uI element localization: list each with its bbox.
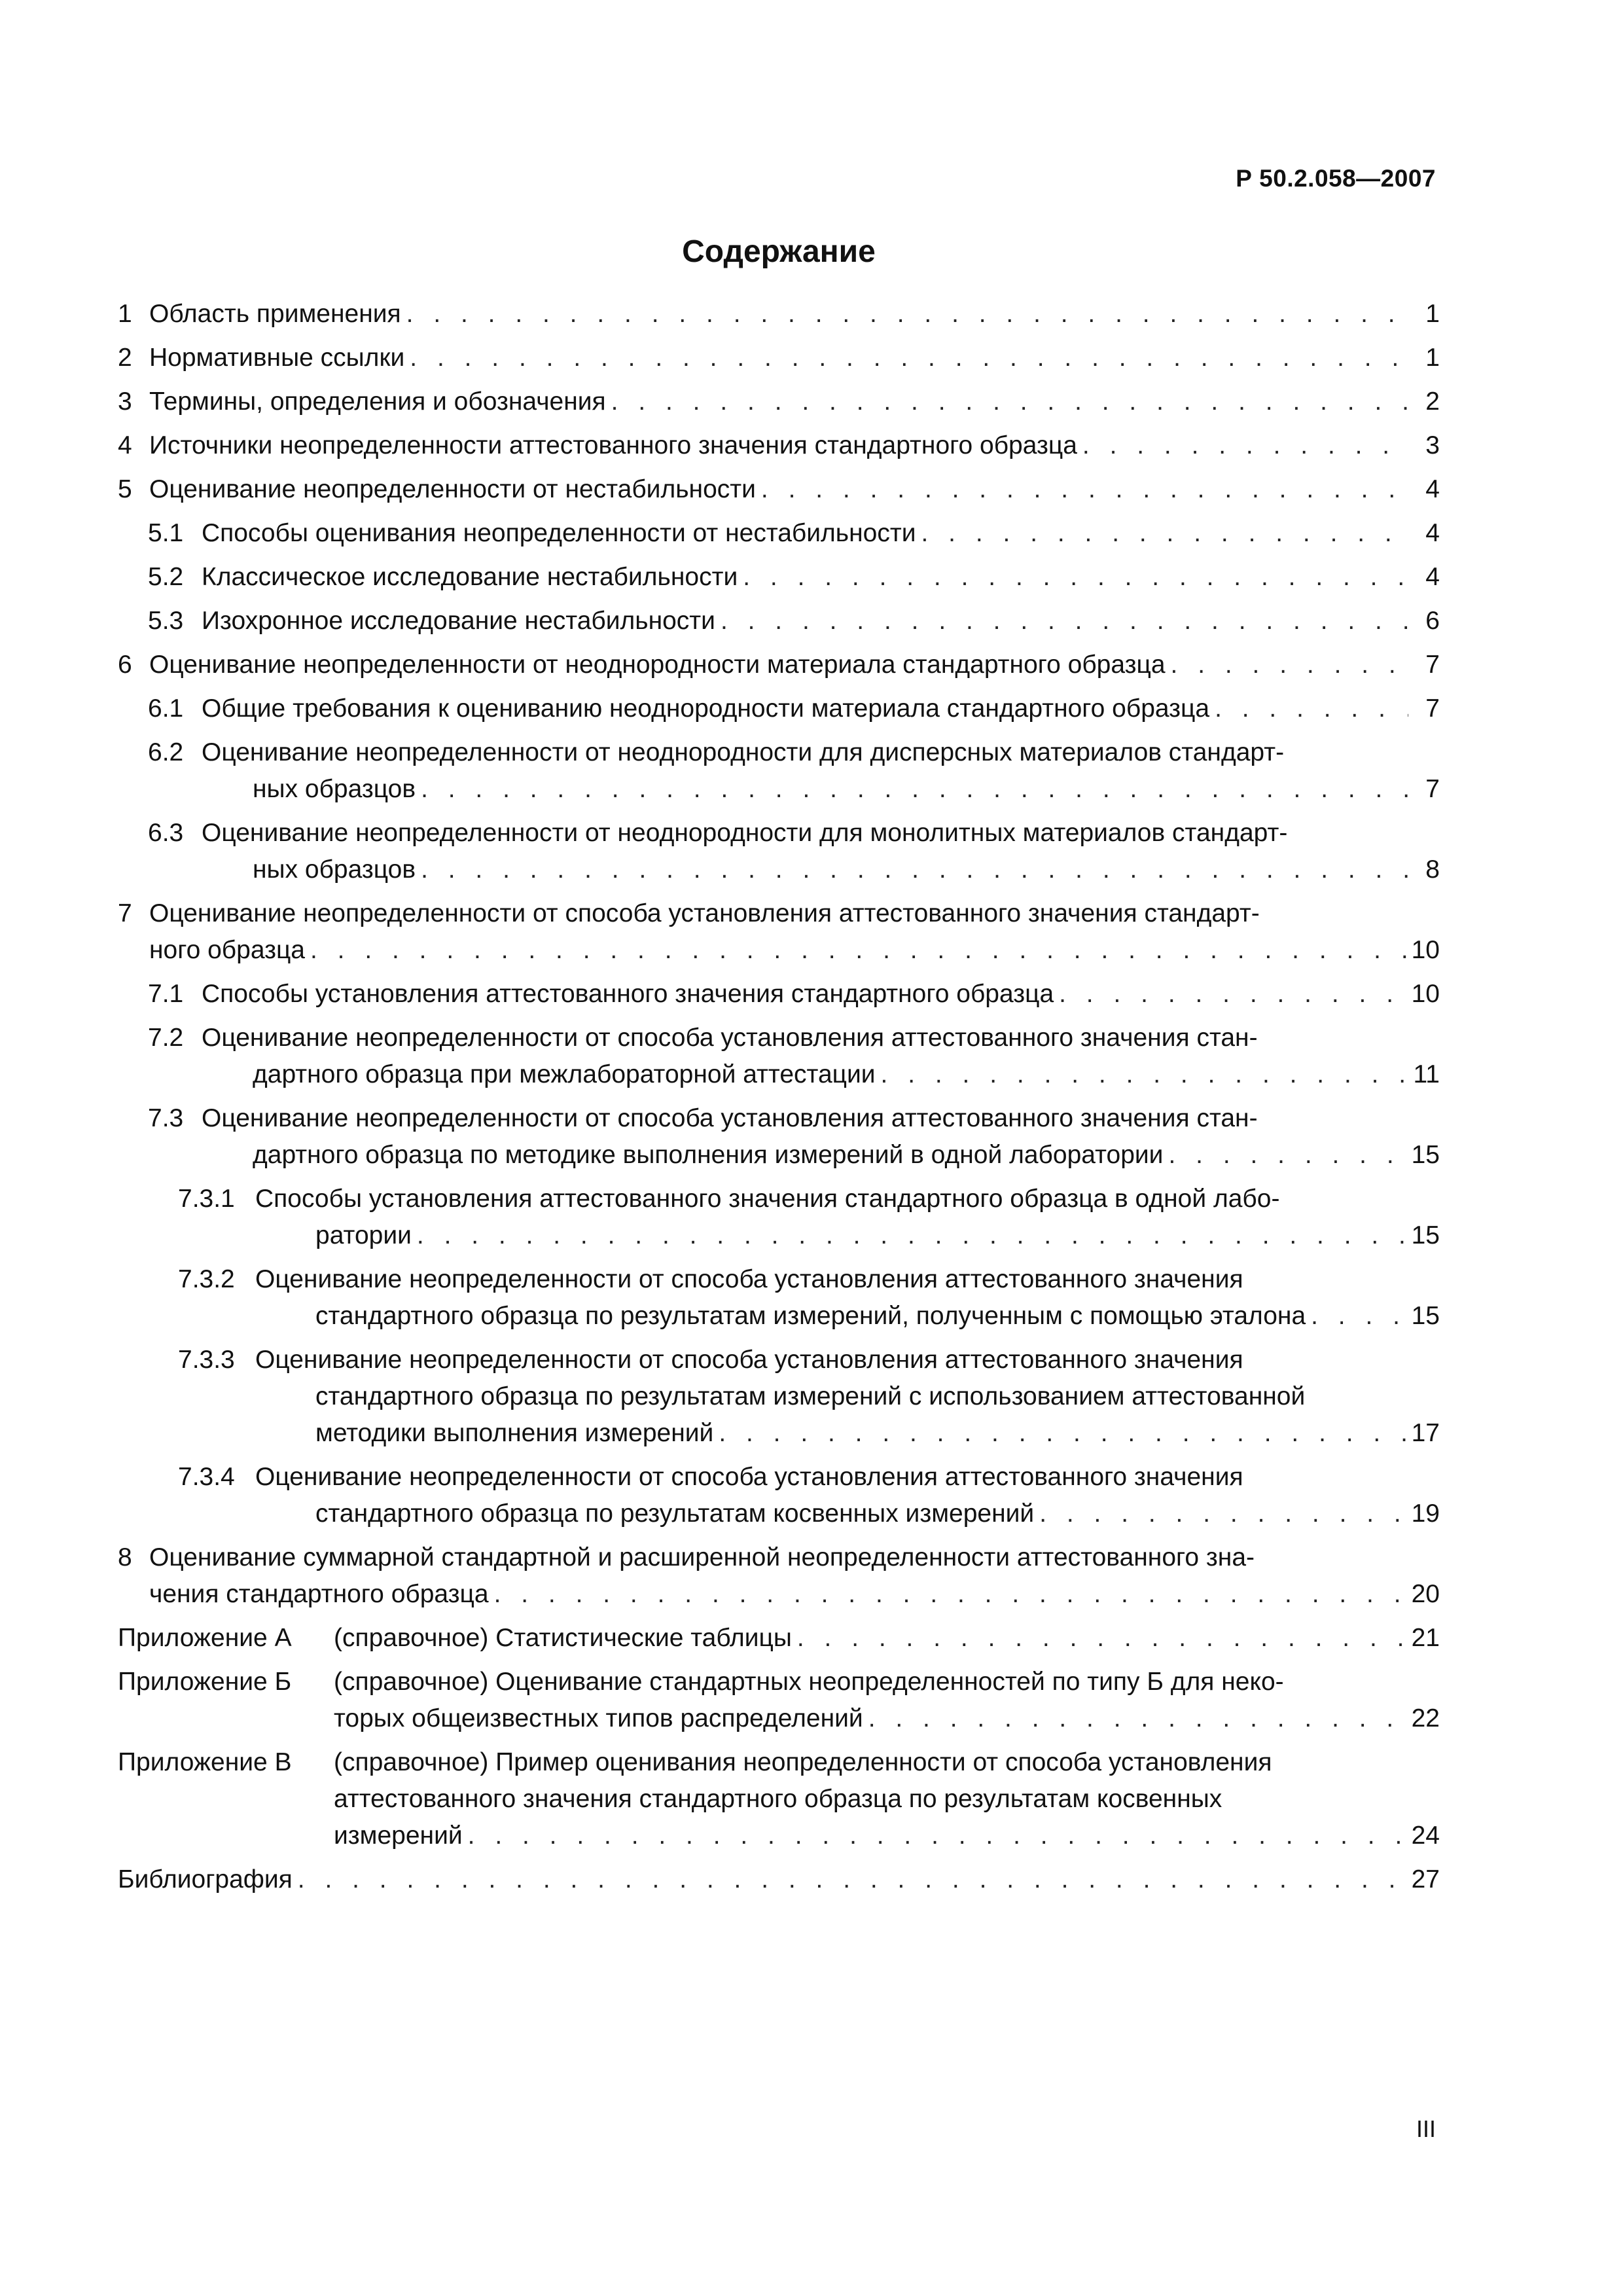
- toc-entry-number: 7.2: [148, 1024, 184, 1052]
- dot-leader: [410, 340, 1408, 376]
- dot-leader: [1168, 1137, 1406, 1174]
- toc-entry-number: 4: [118, 431, 132, 459]
- toc-entry[interactable]: [118, 815, 1440, 888]
- toc-entry-number: 5.1: [148, 519, 184, 547]
- toc-entry-page: 15: [1411, 1221, 1440, 1249]
- toc-entry-text: аттестованного значения стандартного образца по результатам косвенных: [334, 1785, 1222, 1813]
- dot-leader: [468, 1818, 1406, 1854]
- toc-entry-text: (справочное) Статистические таблицы: [334, 1624, 792, 1652]
- toc-entry-page: 10: [1411, 936, 1440, 964]
- dot-leader: [298, 1861, 1406, 1898]
- toc-entry[interactable]: [118, 427, 1440, 464]
- toc-entry-number: 6: [118, 651, 132, 679]
- toc-entry[interactable]: [118, 1342, 1440, 1452]
- toc-entry-number: 7.3.3: [178, 1346, 235, 1374]
- toc-entry[interactable]: [118, 691, 1440, 727]
- toc-entry-text: Оценивание суммарной стандартной и расширенной неопределенности аттестованного зна-: [149, 1543, 1255, 1571]
- toc-entry-page: 3: [1425, 431, 1440, 459]
- toc-entry-number: 6.2: [148, 738, 184, 766]
- table-of-contents: [118, 296, 1440, 1905]
- dot-leader: [406, 296, 1408, 332]
- toc-entry-page: 24: [1411, 1821, 1440, 1850]
- toc-entry-text: измерений: [334, 1821, 463, 1850]
- dot-leader: [1082, 427, 1408, 464]
- toc-entry-page: 6: [1425, 607, 1440, 635]
- toc-entry-text: Оценивание неопределенности от неоднородности материала стандартного образца: [149, 651, 1166, 679]
- toc-entry[interactable]: [118, 1100, 1440, 1174]
- toc-entry-text: ных образцов: [253, 855, 416, 884]
- toc-entry-number: 8: [118, 1543, 132, 1571]
- toc-entry[interactable]: [118, 1459, 1440, 1532]
- dot-leader: [797, 1620, 1406, 1657]
- toc-entry-number: 6.3: [148, 819, 184, 847]
- dot-leader: [1215, 691, 1408, 727]
- toc-entry-page: 1: [1425, 344, 1440, 372]
- toc-entry-page: 11: [1413, 1060, 1440, 1088]
- toc-entry-text: ратории: [315, 1221, 412, 1249]
- toc-title: Содержание: [682, 234, 876, 269]
- toc-entry[interactable]: [118, 895, 1440, 969]
- toc-entry[interactable]: [118, 1539, 1440, 1613]
- document-number: Р 50.2.058—2007: [1236, 165, 1436, 192]
- toc-entry-text: Библиография: [118, 1865, 293, 1893]
- toc-entry-page: 7: [1425, 775, 1440, 803]
- dot-leader: [1171, 647, 1408, 683]
- page-number-roman: III: [1416, 2115, 1436, 2142]
- toc-entry[interactable]: [118, 734, 1440, 808]
- toc-entry[interactable]: [118, 603, 1440, 639]
- dot-leader: [417, 1217, 1406, 1254]
- dot-leader: [868, 1700, 1406, 1737]
- toc-entry-text: торых общеизвестных типов распределений: [334, 1704, 863, 1732]
- toc-entry-number: 3: [118, 387, 132, 416]
- toc-entry-text: Оценивание неопределенности от способа установления аттестованного значения стан-: [202, 1024, 1258, 1052]
- toc-entry-text: Оценивание неопределенности от способа установления аттестованного значения: [255, 1346, 1243, 1374]
- toc-entry-text: (справочное) Пример оценивания неопределенности от способа установления: [334, 1748, 1272, 1776]
- toc-entry-text: Оценивание неопределенности от способа установления аттестованного значения стандарт-: [149, 899, 1260, 927]
- toc-entry-page: 1: [1425, 300, 1440, 328]
- dot-leader: [881, 1056, 1408, 1093]
- toc-entry[interactable]: [118, 296, 1440, 332]
- toc-entry-text: Оценивание неопределенности от неоднородности для дисперсных материалов стандарт-: [202, 738, 1285, 766]
- toc-entry-text: стандартного образца по результатам измерений, полученным с помощью эталона: [315, 1302, 1306, 1330]
- toc-entry-number: 7.3.4: [178, 1463, 235, 1491]
- dot-leader: [1039, 1496, 1406, 1532]
- toc-entry-number: Приложение А: [118, 1624, 292, 1652]
- toc-entry-page: 19: [1411, 1499, 1440, 1528]
- dot-leader: [421, 852, 1408, 888]
- toc-entry-page: 4: [1425, 519, 1440, 547]
- toc-entry-number: Приложение Б: [118, 1668, 292, 1696]
- dot-leader: [761, 471, 1408, 508]
- toc-entry-page: 4: [1425, 475, 1440, 503]
- toc-entry-text: дартного образца при межлабораторной аттестации: [253, 1060, 876, 1088]
- dot-leader: [1311, 1298, 1406, 1335]
- toc-entry-page: 7: [1425, 651, 1440, 679]
- toc-entry[interactable]: [118, 384, 1440, 420]
- toc-entry-page: 22: [1411, 1704, 1440, 1732]
- toc-entry[interactable]: [118, 1020, 1440, 1093]
- dot-leader: [719, 1415, 1406, 1452]
- toc-entry-text: Оценивание неопределенности от неоднородности для монолитных материалов стандарт-: [202, 819, 1288, 847]
- toc-entry-number: 5.3: [148, 607, 184, 635]
- toc-entry-text: Термины, определения и обозначения: [149, 387, 606, 416]
- toc-entry-number: Приложение В: [118, 1748, 292, 1776]
- toc-entry-text: стандартного образца по результатам косвенных измерений: [315, 1499, 1035, 1528]
- toc-entry-text: Нормативные ссылки: [149, 344, 405, 372]
- toc-entry-page: 10: [1411, 980, 1440, 1008]
- toc-entry[interactable]: [118, 1861, 1440, 1898]
- toc-entry-text: Оценивание неопределенности от способа установления аттестованного значения: [255, 1265, 1243, 1293]
- toc-entry-text: Оценивание неопределенности от нестабильности: [149, 475, 756, 503]
- toc-entry-text: ного образца: [149, 936, 305, 964]
- toc-entry-text: Способы оценивания неопределенности от нестабильности: [202, 519, 916, 547]
- toc-entry-text: стандартного образца по результатам измерений с использованием аттестованной: [315, 1382, 1306, 1410]
- dot-leader: [421, 771, 1408, 808]
- toc-entry-page: 8: [1425, 855, 1440, 884]
- toc-entry[interactable]: [118, 1620, 1440, 1657]
- toc-entry[interactable]: [118, 471, 1440, 508]
- toc-entry-text: методики выполнения измерений: [315, 1419, 714, 1447]
- toc-entry[interactable]: [118, 1181, 1440, 1254]
- toc-entry-page: 20: [1411, 1580, 1440, 1608]
- toc-entry-text: ных образцов: [253, 775, 416, 803]
- toc-entry[interactable]: [118, 976, 1440, 1013]
- toc-entry-text: (справочное) Оценивание стандартных неопределенностей по типу Б для неко-: [334, 1668, 1284, 1696]
- toc-entry-page: 27: [1411, 1865, 1440, 1893]
- dot-leader: [921, 515, 1408, 552]
- toc-entry[interactable]: [118, 1744, 1440, 1854]
- toc-entry-text: Классическое исследование нестабильности: [202, 563, 738, 591]
- dot-leader: [611, 384, 1408, 420]
- toc-entry-text: Общие требования к оцениванию неоднородности материала стандартного образца: [202, 694, 1210, 723]
- toc-entry-text: Источники неопределенности аттестованного значения стандартного образца: [149, 431, 1077, 459]
- toc-entry-number: 5: [118, 475, 132, 503]
- dot-leader: [494, 1576, 1406, 1613]
- toc-entry-number: 5.2: [148, 563, 184, 591]
- toc-entry-number: 1: [118, 300, 132, 328]
- toc-entry[interactable]: [118, 559, 1440, 596]
- toc-entry-text: чения стандартного образца: [149, 1580, 489, 1608]
- toc-entry-number: 7.3.1: [178, 1185, 235, 1213]
- toc-entry-text: Оценивание неопределенности от способа установления аттестованного значения: [255, 1463, 1243, 1491]
- toc-entry-number: 7.1: [148, 980, 184, 1008]
- toc-entry[interactable]: [118, 515, 1440, 552]
- toc-entry-text: Способы установления аттестованного значения стандартного образца в одной лабо-: [255, 1185, 1280, 1213]
- toc-entry[interactable]: [118, 340, 1440, 376]
- toc-entry[interactable]: [118, 647, 1440, 683]
- toc-entry-text: дартного образца по методике выполнения измерений в одной лаборатории: [253, 1141, 1164, 1169]
- toc-entry[interactable]: [118, 1261, 1440, 1335]
- toc-entry-page: 4: [1425, 563, 1440, 591]
- toc-entry-page: 7: [1425, 694, 1440, 723]
- toc-entry-number: 7.3: [148, 1104, 184, 1132]
- toc-entry-page: 15: [1411, 1302, 1440, 1330]
- toc-entry[interactable]: [118, 1664, 1440, 1737]
- toc-entry-text: Оценивание неопределенности от способа установления аттестованного значения стан-: [202, 1104, 1258, 1132]
- toc-entry-number: 2: [118, 344, 132, 372]
- toc-entry-number: 7.3.2: [178, 1265, 235, 1293]
- toc-entry-number: 6.1: [148, 694, 184, 723]
- dot-leader: [1059, 976, 1406, 1013]
- toc-entry-text: Способы установления аттестованного значения стандартного образца: [202, 980, 1054, 1008]
- toc-entry-page: 15: [1411, 1141, 1440, 1169]
- toc-entry-page: 17: [1411, 1419, 1440, 1447]
- toc-entry-text: Область применения: [149, 300, 401, 328]
- toc-entry-page: 21: [1411, 1624, 1440, 1652]
- dot-leader: [743, 559, 1408, 596]
- toc-entry-text: Изохронное исследование нестабильности: [202, 607, 715, 635]
- dot-leader: [721, 603, 1408, 639]
- dot-leader: [310, 932, 1406, 969]
- toc-entry-page: 2: [1425, 387, 1440, 416]
- toc-entry-number: 7: [118, 899, 132, 927]
